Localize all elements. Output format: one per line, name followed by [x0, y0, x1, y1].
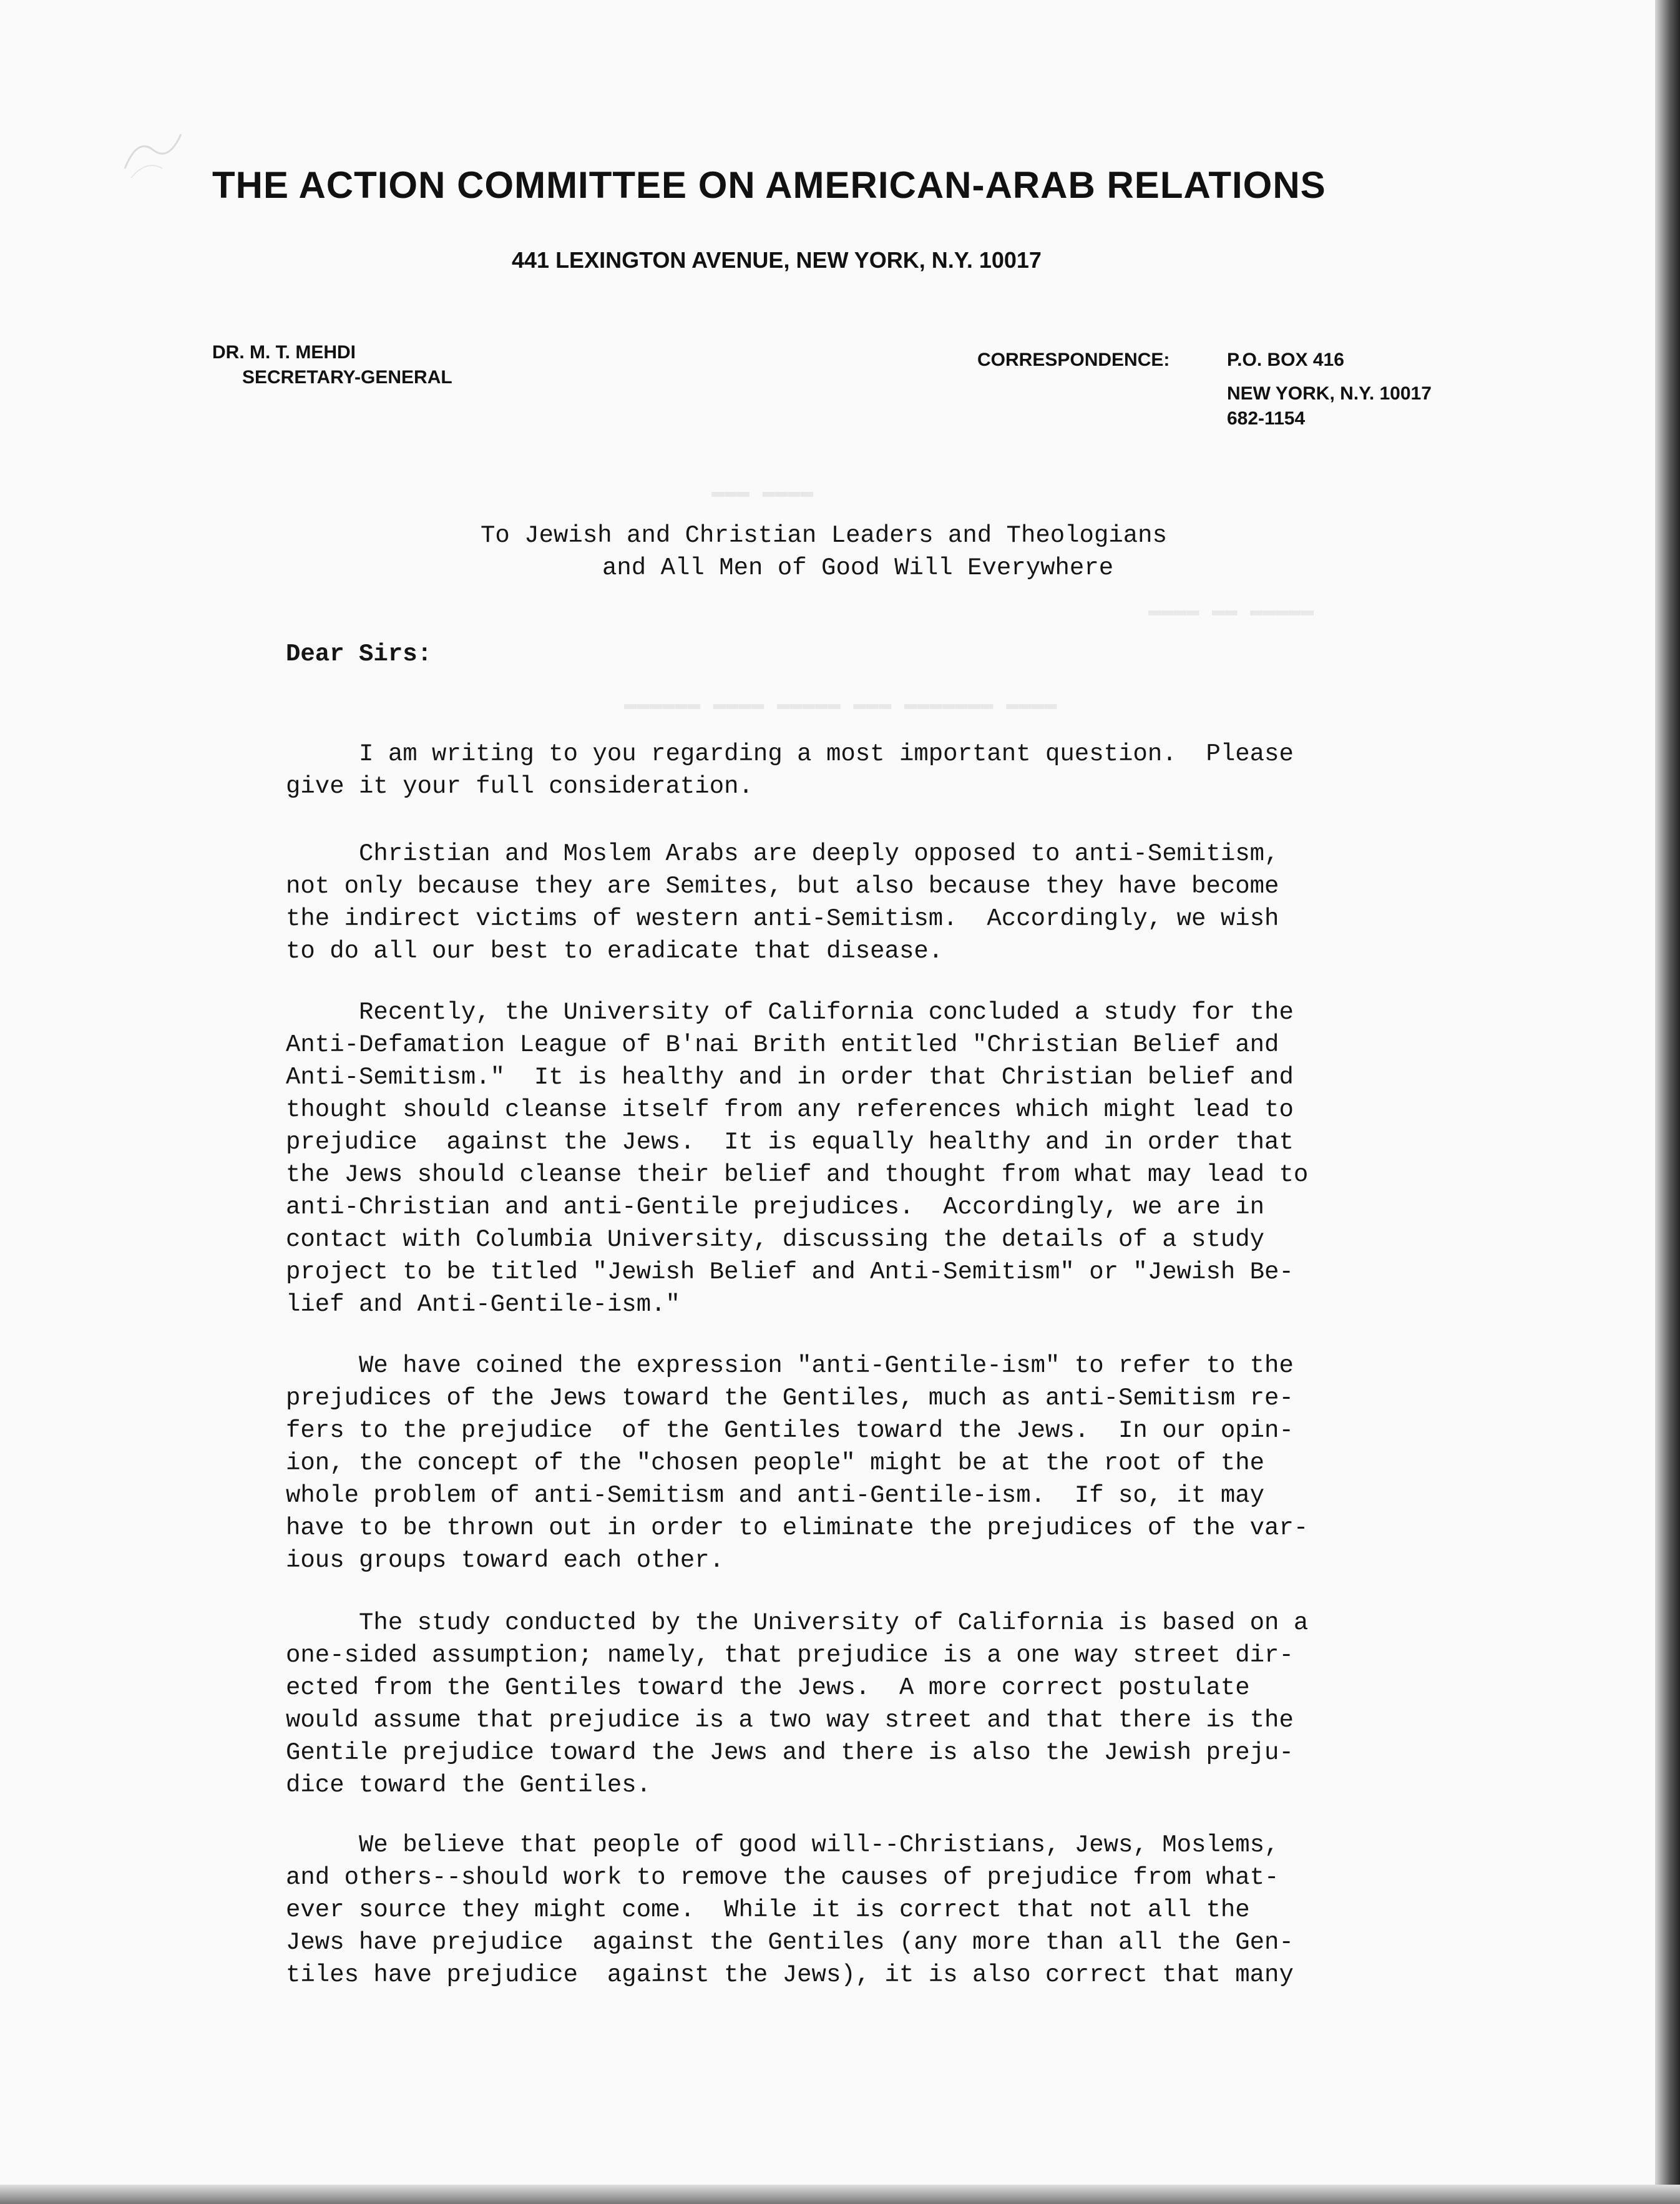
paragraph-line: The study conducted by the University of California is based on a: [286, 1609, 1309, 1637]
officer-name: DR. M. T. MEHDI: [212, 342, 356, 363]
paragraph-line: would assume that prejudice is a two way street and that there is the: [286, 1707, 1294, 1734]
correspondence-phone: 682-1154: [1227, 408, 1306, 429]
paragraph-line: Anti-Defamation League of B'nai Brith entitled "Christian Belief and: [286, 1031, 1279, 1059]
paragraph-line: We have coined the expression "anti-Gentile-ism" to refer to the: [286, 1352, 1294, 1379]
paragraph-line: have to be thrown out in order to eliminate the prejudices of the var-: [286, 1514, 1309, 1542]
paragraph-line: Gentile prejudice toward the Jews and there is also the Jewish preju-: [286, 1739, 1294, 1766]
pencil-mark-icon: [119, 125, 187, 181]
paragraph-line: not only because they are Semites, but also because they have become: [286, 873, 1279, 900]
body-paragraph: [286, 1829, 1459, 1991]
paragraph-line: prejudice against the Jews. It is equally healthy and in order that: [286, 1129, 1294, 1156]
bleed-through-mark: ▬▬▬▬ ▬▬ ▬▬▬▬▬: [1148, 599, 1314, 623]
paragraph-line: dice toward the Gentiles.: [286, 1771, 652, 1799]
paragraph-line: thought should cleanse itself from any references which might lead to: [286, 1096, 1294, 1124]
addressee-line: and All Men of Good Will Everywhere: [602, 554, 1114, 582]
paragraph-line: We believe that people of good will--Christians, Jews, Moslems,: [286, 1831, 1279, 1859]
paragraph-line: the Jews should cleanse their belief and thought from what may lead to: [286, 1161, 1309, 1188]
salutation: Dear Sirs:: [286, 640, 432, 668]
paragraph-line: Recently, the University of California concluded a study for the: [286, 999, 1294, 1026]
paragraph-line: contact with Columbia University, discussing the details of a study: [286, 1226, 1265, 1253]
bleed-through-mark: ▬▬▬ ▬▬▬▬: [711, 481, 814, 504]
body-paragraph: [286, 838, 1459, 967]
paragraph-line: fers to the prejudice of the Gentiles toward the Jews. In our opin-: [286, 1417, 1294, 1444]
paragraph-line: tiles have prejudice against the Jews), it is also correct that many: [286, 1961, 1294, 1989]
paragraph-line: ious groups toward each other.: [286, 1547, 725, 1574]
correspondence-label: CORRESPONDENCE:: [977, 350, 1170, 370]
scan-bottom-shadow: [0, 2185, 1680, 2204]
paragraph-line: give it your full consideration.: [286, 773, 753, 800]
bleed-through-mark: ▬▬▬▬▬▬ ▬▬▬▬ ▬▬▬▬▬ ▬▬▬ ▬▬▬▬▬▬▬ ▬▬▬▬: [624, 693, 1057, 717]
paragraph-line: I am writing to you regarding a most important question. Please: [286, 740, 1294, 768]
correspondence-city: NEW YORK, N.Y. 10017: [1227, 383, 1432, 404]
paragraph-line: Anti-Semitism." It is healthy and in order that Christian belief and: [286, 1064, 1294, 1091]
scan-edge-shadow: [1655, 0, 1680, 2204]
paragraph-line: whole problem of anti-Semitism and anti-Gentile-ism. If so, it may: [286, 1482, 1265, 1509]
body-paragraph: [286, 996, 1459, 1321]
paragraph-line: Christian and Moslem Arabs are deeply opposed to anti-Semitism,: [286, 840, 1279, 868]
paragraph-line: ected from the Gentiles toward the Jews. A more correct postulate: [286, 1674, 1250, 1702]
paragraph-line: ever source they might come. While it is correct that not all the: [286, 1896, 1250, 1924]
body-paragraph: [286, 1607, 1459, 1801]
paragraph-line: prejudices of the Jews toward the Gentiles, much as anti-Semitism re-: [286, 1384, 1294, 1412]
correspondence-po-box: P.O. BOX 416: [1227, 350, 1344, 370]
paragraph-line: and others--should work to remove the causes of prejudice from what-: [286, 1864, 1279, 1891]
paragraph-line: one-sided assumption; namely, that prejudice is a one way street dir-: [286, 1642, 1294, 1669]
organization-address: 441 LEXINGTON AVENUE, NEW YORK, N.Y. 10017: [512, 247, 1042, 273]
officer-title: SECRETARY-GENERAL: [242, 367, 452, 388]
paragraph-line: project to be titled "Jewish Belief and Anti-Semitism" or "Jewish Be-: [286, 1258, 1294, 1286]
paragraph-line: the indirect victims of western anti-Semitism. Accordingly, we wish: [286, 905, 1279, 933]
organization-name: THE ACTION COMMITTEE ON AMERICAN-ARAB RELATIONS: [212, 164, 1326, 206]
paragraph-line: anti-Christian and anti-Gentile prejudices. Accordingly, we are in: [286, 1193, 1265, 1221]
addressee-line: To Jewish and Christian Leaders and Theologians: [481, 522, 1167, 549]
addressee-block: [481, 519, 1167, 584]
paragraph-line: ion, the concept of the "chosen people" might be at the root of the: [286, 1449, 1265, 1477]
paragraph-line: lief and Anti-Gentile-ism.": [286, 1291, 680, 1318]
body-paragraph: [286, 738, 1459, 803]
body-paragraph: [286, 1349, 1459, 1577]
paragraph-line: Jews have prejudice against the Gentiles (any more than all the Gen-: [286, 1929, 1294, 1956]
paragraph-line: to do all our best to eradicate that disease.: [286, 938, 944, 965]
